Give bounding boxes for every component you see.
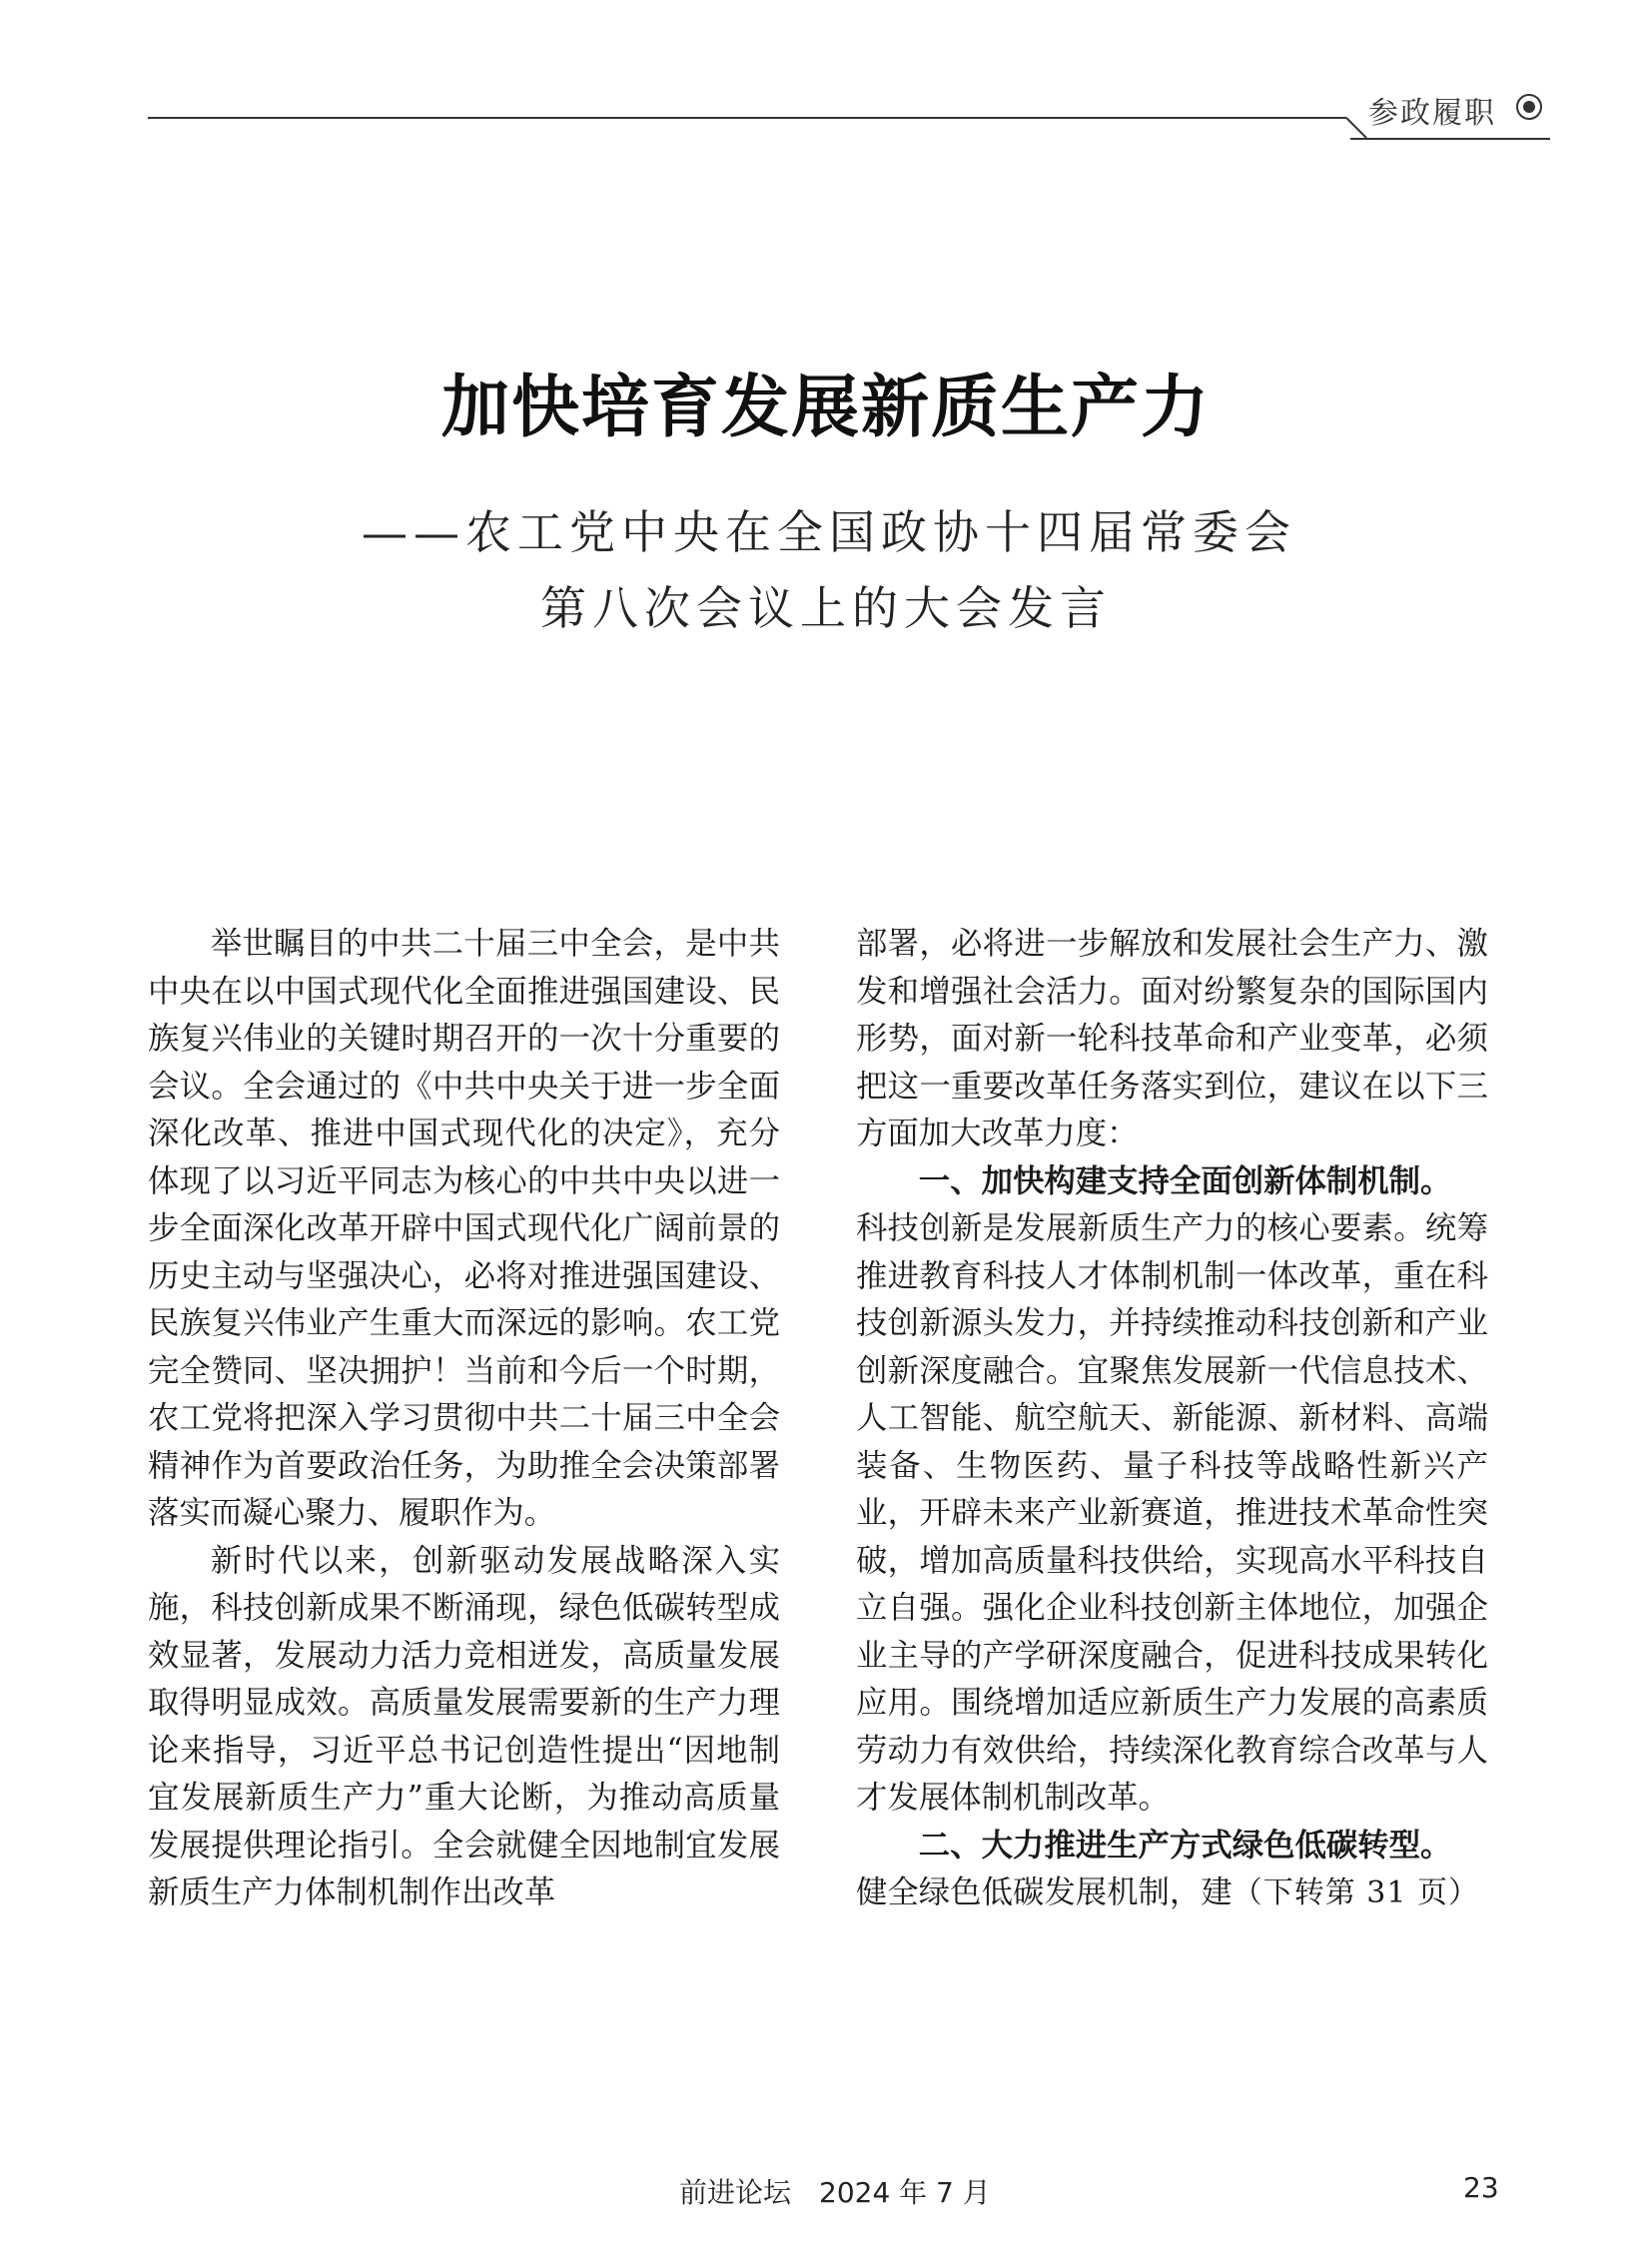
article-title: 加快培育发展新质生产力 (440, 369, 1211, 447)
footer-journal-name: 前进论坛 (679, 2176, 792, 2209)
section-label: 参政履职 (1368, 96, 1496, 131)
body-column-right (856, 921, 1488, 1917)
article-subtitle-line1: ——农工党中央在全国政协十四届常委会 (362, 505, 1296, 559)
continued-note: （下转第 31 页） (1232, 1875, 1479, 1910)
paragraph: 部署，必将进一步解放和发展社会生产力、激发和增强社会活力。面对纷繁复杂的国际国内形势，面对新一轮科技革命和产业变革，必须把这一重要改革任务落实到位，建议在以下三方面加大改革力度： (856, 926, 1488, 1151)
paragraph: 科技创新是发展新质生产力的核心要素。统筹推进教育科技人才体制机制一体改革，重在科技创新源头发力，并持续推动科技创新和产业创新深度融合。宜聚焦发展新一代信息技术、人工智能、航空航天、新能源、新材料、高端装备、生物医药、量子科技等战略性新兴产业，开辟未来产业新赛道，推进技术革命性突破，增加高质量科技供给，实现高水平科技自立自强。强化企业科技创新主体地位，加强企业主导的产学研深度融合，促进科技成果转化应用。围绕增加适应新质生产力发展的高素质劳动力有效供给，持续深化教育综合改革与人才发展体制机制改革。 (856, 1210, 1488, 1816)
paragraph: 新时代以来，创新驱动发展战略深入实施，科技创新成果不断涌现，绿色低碳转型成效显著，发展动力活力竞相迸发，高质量发展取得明显成效。高质量发展需要新的生产力理论来指导，习近平总书记创造性提出“因地制宜发展新质生产力”重大论断，为推动高质量发展提供理论指引。全会就健全因地制宜发展新质生产力体制机制作出改革 (148, 1542, 780, 1910)
page-number: 23 (1463, 2171, 1499, 2204)
footer-issue-date: 2024 年 7 月 (819, 2176, 991, 2209)
section-heading-text: 二、大力推进生产方式绿色低碳转型。 (918, 1827, 1452, 1864)
target-circle-icon (1515, 93, 1543, 121)
article-subtitle-line2: 第八次会议上的大会发言 (540, 581, 1112, 635)
paragraph-text: 健全绿色低碳发展机制，建 (856, 1874, 1233, 1910)
paragraph (856, 1869, 1488, 1917)
header-rule-lower (1350, 138, 1550, 140)
body-column-left (148, 921, 780, 1917)
paragraph: 举世瞩目的中共二十届三中全会，是中共中央在以中国式现代化全面推进强国建设、民族复兴伟业的关键时期召开的一次十分重要的会议。全会通过的《中共中央关于进一步全面深化改革、推进中国式现代化的决定》，充分体现了以习近平同志为核心的中共中央以进一步全面深化改革开辟中国式现代化广阔前景的历史主动与坚强决心，必将对推进强国建设、民族复兴伟业产生重大而深远的影响。农工党完全赞同、坚决拥护！当前和今后一个时期，农工党将把深入学习贯彻中共二十届三中全会精神作为首要政治任务，为助推全会决策部署落实而凝心聚力、履职作为。 (148, 926, 780, 1531)
section-heading (856, 1158, 1488, 1206)
header-rule (148, 117, 1346, 119)
section-heading-text: 一、加快构建支持全面创新体制机制。 (918, 1162, 1452, 1199)
section-heading (856, 1823, 1488, 1870)
